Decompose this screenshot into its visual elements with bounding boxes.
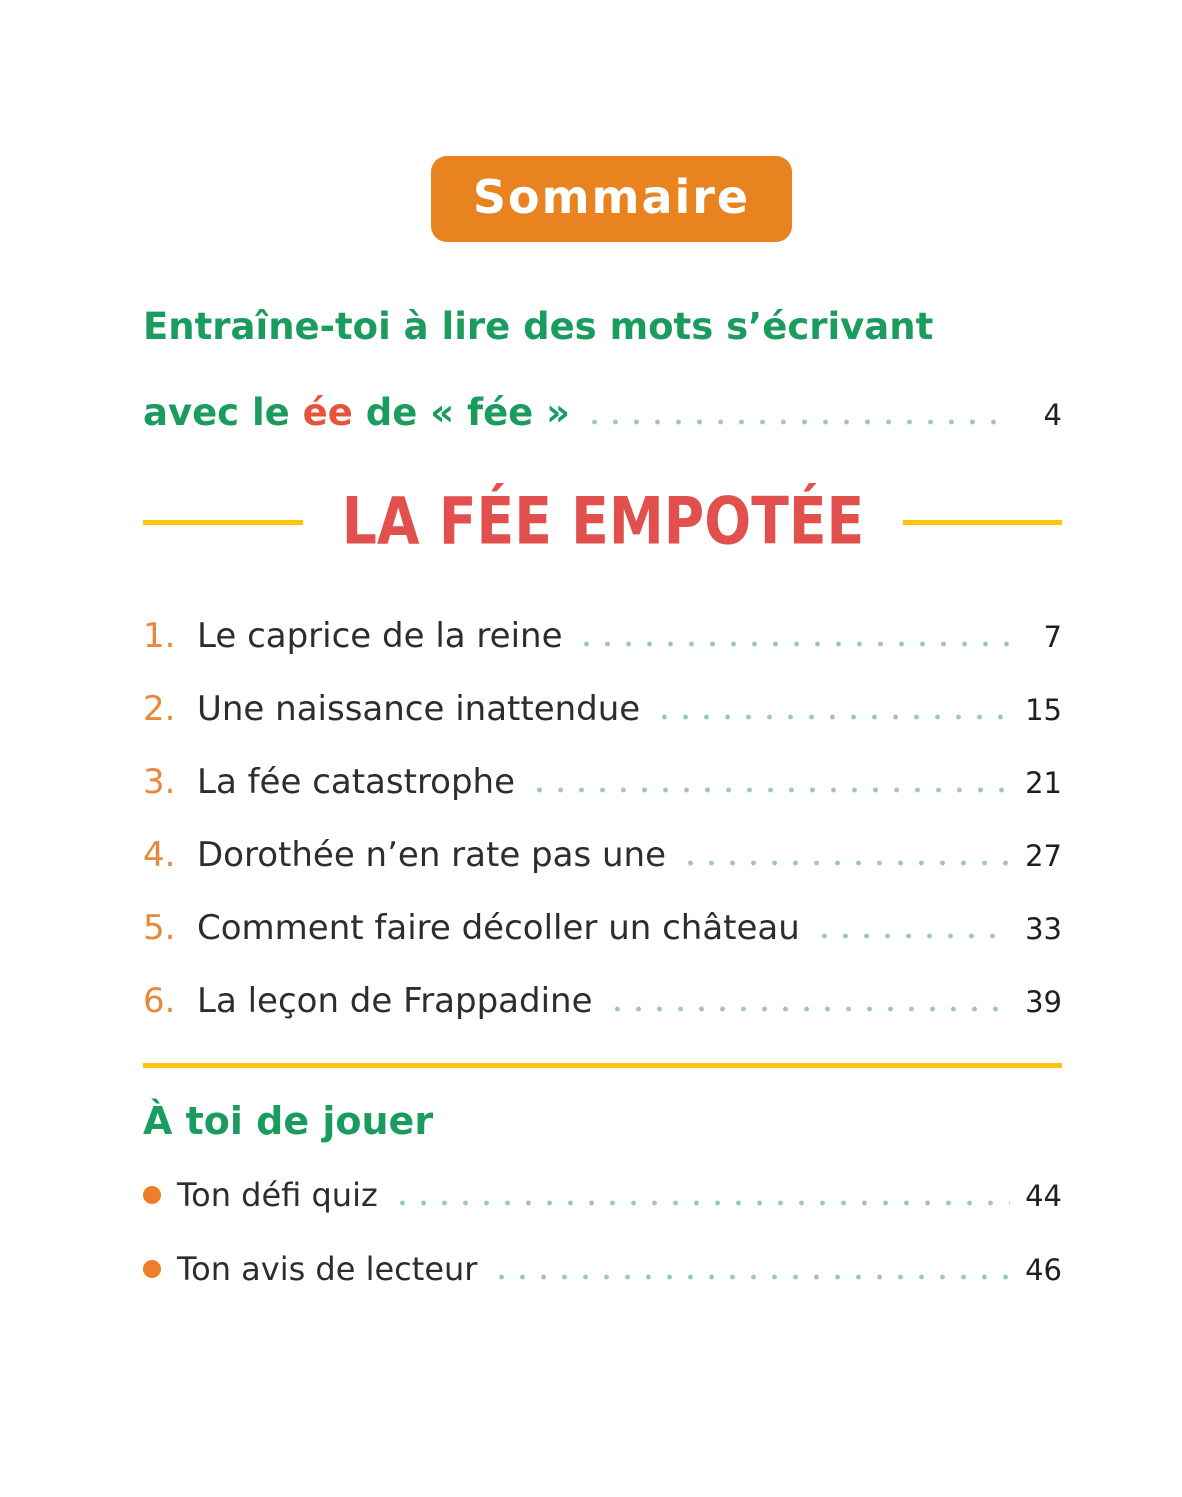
intro-line2-row (143, 391, 1062, 434)
play-item-row (143, 1250, 1062, 1288)
chapter-number: 6. (143, 981, 176, 1021)
chapter-row (143, 835, 1062, 875)
dotted-leader (654, 714, 1010, 720)
dotted-leader (392, 1200, 1010, 1206)
bullet-icon (143, 1186, 161, 1204)
dotted-leader (491, 1274, 1010, 1280)
yellow-divider (143, 1063, 1062, 1068)
chapter-title: La fée catastrophe (197, 762, 516, 802)
story-title: LA FÉE EMPOTÉE (341, 484, 864, 560)
chapter-row (143, 908, 1062, 948)
dotted-leader (529, 787, 1010, 793)
intro-entry (143, 305, 1062, 434)
intro-line1: Entraîne-toi à lire des mots s’écrivant (143, 305, 934, 348)
bullet-icon (143, 1260, 161, 1278)
yellow-dash-left (143, 520, 303, 525)
chapter-list (143, 616, 1062, 1021)
intro-line2-highlight: ée (302, 391, 353, 434)
chapter-number: 5. (143, 908, 176, 948)
chapter-number: 1. (143, 616, 176, 656)
play-item-label: Ton avis de lecteur (177, 1250, 478, 1288)
chapter-row (143, 689, 1062, 729)
page-number: 7 (1043, 620, 1062, 654)
page-number: 4 (1043, 398, 1062, 432)
page-title: Sommaire (431, 156, 792, 242)
dotted-leader (576, 641, 1010, 647)
play-item-label: Ton défi quiz (177, 1176, 378, 1214)
page-number: 44 (1025, 1179, 1062, 1213)
page-number: 27 (1025, 839, 1062, 873)
chapter-title: Une naissance inattendue (197, 689, 641, 729)
chapter-row (143, 616, 1062, 656)
chapter-row (143, 981, 1062, 1021)
page-number: 21 (1025, 766, 1062, 800)
intro-line2-prefix: avec le (143, 391, 303, 434)
sommaire-badge-wrap (143, 156, 1062, 242)
play-item-row (143, 1176, 1062, 1214)
dotted-leader (584, 419, 1010, 425)
chapter-title: Comment faire décoller un château (197, 908, 800, 948)
page-number: 33 (1025, 912, 1062, 946)
yellow-dash-right (903, 520, 1063, 525)
page-number: 46 (1025, 1253, 1062, 1287)
play-section-heading: À toi de jouer (143, 1099, 434, 1143)
intro-line2 (143, 391, 570, 434)
chapter-title: La leçon de Frappadine (197, 981, 593, 1021)
page-number: 15 (1025, 693, 1062, 727)
chapter-title: Dorothée n’en rate pas une (197, 835, 666, 875)
dotted-leader (680, 860, 1010, 866)
chapter-number: 3. (143, 762, 176, 802)
chapter-number: 2. (143, 689, 176, 729)
story-title-row (143, 484, 1062, 560)
page-number: 39 (1025, 985, 1062, 1019)
chapter-row (143, 762, 1062, 802)
intro-line2-suffix: de « fée » (352, 391, 571, 434)
dotted-leader (814, 933, 1010, 939)
chapter-number: 4. (143, 835, 176, 875)
dotted-leader (607, 1006, 1011, 1012)
page-content (143, 0, 1062, 1288)
chapter-title: Le caprice de la reine (197, 616, 563, 656)
